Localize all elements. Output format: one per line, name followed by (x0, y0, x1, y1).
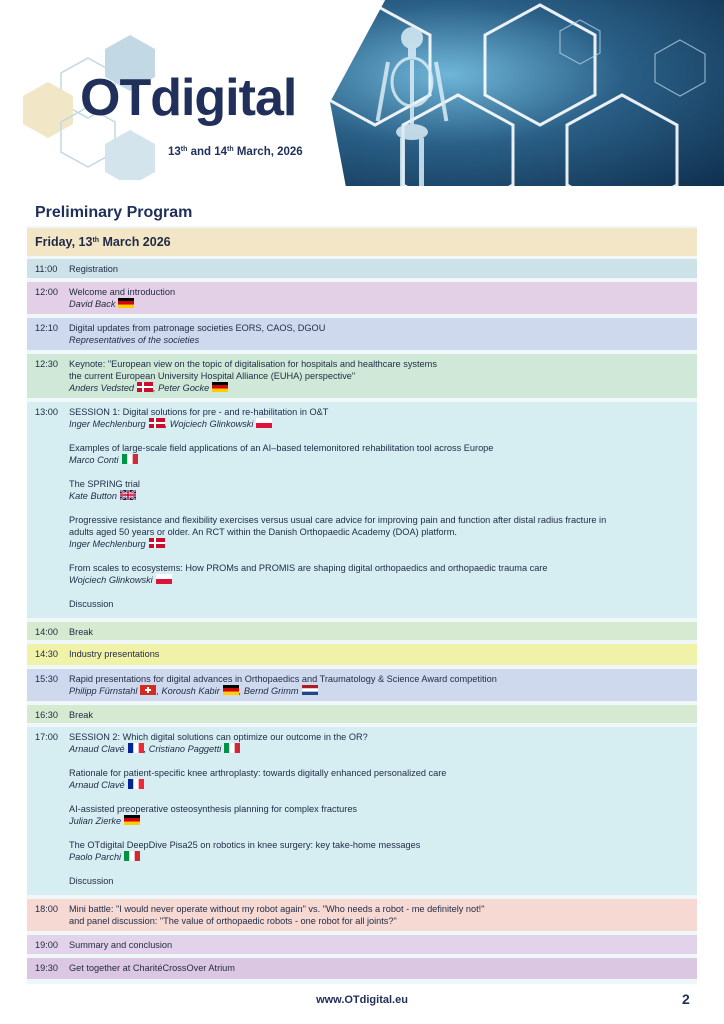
denmark-flag-icon (137, 382, 153, 392)
row-time: 12:30 (35, 359, 58, 369)
germany-flag-icon (124, 815, 140, 825)
session-block (27, 402, 697, 618)
speaker: Anders Vedsted (69, 383, 135, 393)
row-time: 16:30 (35, 710, 58, 720)
talk-title: AI-assisted preoperative osteosynthesis planning for complex fractures (69, 804, 358, 814)
denmark-flag-icon (149, 418, 165, 428)
speaker-separator: , (153, 383, 159, 393)
discussion-label: Discussion (69, 876, 114, 886)
program-row (27, 705, 697, 723)
row-time: 12:00 (35, 287, 58, 297)
page-number: 2 (682, 991, 690, 1007)
denmark-flag-icon (149, 538, 165, 548)
hero-hexagon-overlay (330, 0, 724, 190)
chair: Wojciech Glinkowski (169, 419, 254, 429)
program-row (27, 644, 697, 665)
speaker-separator: , (238, 686, 244, 696)
italy-flag-icon (124, 851, 140, 861)
row-title: Summary and conclusion (69, 940, 173, 950)
speaker: Koroush Kabir (161, 686, 220, 696)
row-time: 15:30 (35, 674, 58, 684)
talk-title: From scales to ecosystems: How PROMs and PROMIS are shaping digital orthopaedics and orthopaedic trauma care (69, 563, 548, 573)
row-time: 12:10 (35, 323, 58, 333)
row-title: Welcome and introduction (69, 287, 176, 297)
talk-title-line1: Progressive resistance and flexibility exercises versus usual care advice for improving pain and function after distal radius fracture in (69, 515, 607, 525)
row-title: Rapid presentations for digital advances in Orthopaedics and Traumatology & Science Award competition (69, 674, 497, 684)
row-title-line2: the current European University Hospital Alliance (EUHA) perspective" (69, 371, 356, 381)
footer-url[interactable]: www.OTdigital.eu (316, 994, 408, 1006)
session-block (27, 727, 697, 895)
speaker-separator: , (143, 744, 149, 754)
session-title: SESSION 1: Digital solutions for pre - and re-habilitation in O&T (69, 407, 329, 417)
germany-flag-icon (212, 382, 228, 392)
program-row (27, 935, 697, 954)
france-flag-icon (128, 779, 144, 789)
program-row (27, 622, 697, 640)
speaker: Marco Conti (69, 455, 119, 465)
speaker: Bernd Grimm (243, 686, 299, 696)
chair: Cristiano Paggetti (148, 744, 222, 754)
uk-flag-icon (120, 490, 136, 500)
program-row (27, 669, 697, 701)
row-time: 18:00 (35, 904, 58, 914)
speaker: Arnaud Clavé (69, 780, 125, 790)
row-title: Get together at CharitéCrossOver Atrium (69, 963, 235, 973)
page-title: Preliminary Program (35, 204, 193, 221)
session-title: SESSION 2: Which digital solutions can optimize our outcome in the OR? (69, 732, 368, 742)
speaker: David Back (69, 299, 116, 309)
row-time: 14:00 (35, 627, 58, 637)
speaker: Kate Button (69, 491, 118, 501)
italy-flag-icon (224, 743, 240, 753)
program-row (27, 354, 697, 398)
program-row (27, 282, 697, 314)
france-flag-icon (128, 743, 144, 753)
poland-flag-icon (156, 574, 172, 584)
row-time: 19:30 (35, 963, 58, 973)
speaker: Paolo Parchi (69, 852, 122, 862)
program-row (27, 259, 697, 278)
speaker-separator: , (164, 419, 170, 429)
speaker: Philipp Fürnstahl (69, 686, 138, 696)
logo-text: OTdigital (80, 69, 297, 127)
row-time: 14:30 (35, 649, 58, 659)
row-title: Industry presentations (69, 649, 160, 659)
row-title-line2: and panel discussion: "The value of orthopaedic robots - one robot for all joints?" (69, 916, 397, 926)
speaker: Julian Zierke (69, 816, 122, 826)
program-row (27, 899, 697, 931)
day-header: Friday, 13th March 2026 (27, 228, 697, 256)
talk-title: The SPRING trial (69, 479, 140, 489)
row-time: 11:00 (35, 264, 58, 274)
row-title: Registration (69, 264, 119, 274)
talk-title-line2: adults aged 50 years or older. An RCT within the Danish Orthopaedic Academy (DOA) platform. (69, 527, 457, 537)
row-time: 17:00 (35, 732, 58, 742)
row-title: Digital updates from patronage societies EORS, CAOS, DGOU (69, 323, 326, 333)
switzerland-flag-icon (140, 685, 156, 695)
chair: Inger Mechlenburg (69, 419, 146, 429)
event-dates: 13th and 14th March, 2026 (168, 146, 303, 158)
italy-flag-icon (122, 454, 138, 464)
speaker: Peter Gocke (158, 383, 210, 393)
speaker: Inger Mechlenburg (69, 539, 146, 549)
talk-title: The OTdigital DeepDive Pisa25 on robotics in knee surgery: key take-home messages (69, 840, 421, 850)
poland-flag-icon (256, 418, 272, 428)
header (0, 0, 724, 190)
talk-title: Rationale for patient-specific knee arthroplasty: towards digitally enhanced personalized care (69, 768, 447, 778)
germany-flag-icon (118, 298, 134, 308)
speaker-separator: , (156, 686, 162, 696)
row-time: 19:00 (35, 940, 58, 950)
row-title: Break (69, 627, 94, 637)
germany-flag-icon (223, 685, 239, 695)
program-row (27, 958, 697, 979)
row-time: 13:00 (35, 407, 58, 417)
row-title-line1: Mini battle: "I would never operate without my robot again" vs. "Who needs a robot - me definitely not!" (69, 904, 485, 914)
netherlands-flag-icon (302, 685, 318, 695)
talk-title: Examples of large-scale field applications of an AI–based telemonitored rehabilitation tool across Europe (69, 443, 494, 453)
row-title-line1: Keynote: "European view on the topic of digitalisation for hospitals and healthcare systems (69, 359, 437, 369)
program-row (27, 318, 697, 350)
chair: Arnaud Clavé (69, 744, 125, 754)
row-title: Break (69, 710, 94, 720)
speaker: Wojciech Glinkowski (69, 575, 153, 585)
discussion-label: Discussion (69, 599, 114, 609)
speaker: Representatives of the societies (69, 335, 200, 345)
